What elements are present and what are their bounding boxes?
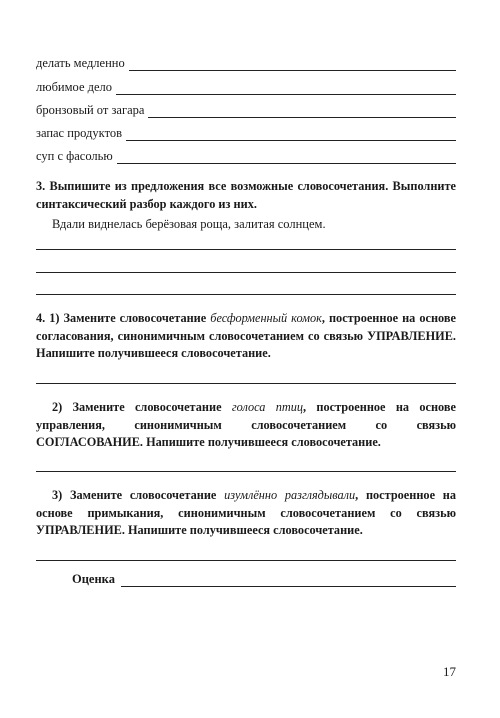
phrase-label: запас продуктов — [36, 126, 123, 140]
answer-line[interactable] — [126, 129, 456, 141]
task-text: , построенное на основе управления, синонимичным словосочетанием со связью СОГЛАСОВАНИЕ. Напишите получившееся словосочетание. — [36, 400, 456, 449]
fill-row — [36, 126, 456, 141]
fill-row — [36, 80, 456, 95]
fill-row — [36, 103, 456, 118]
task-3-sentence: Вдали виднелась берёзовая роща, залитая солнцем. — [52, 217, 326, 231]
answer-line[interactable] — [117, 152, 456, 164]
fill-row — [36, 56, 456, 71]
task-text: 2) Замените словосочетание — [52, 400, 232, 414]
grade-row — [72, 572, 456, 587]
answer-line[interactable] — [36, 560, 456, 561]
fill-row — [36, 149, 456, 164]
page-number: 17 — [443, 664, 456, 679]
answer-line[interactable] — [36, 272, 456, 273]
task-text: 3) Замените словосочетание — [52, 488, 225, 502]
phrase-label: суп с фасолью — [36, 149, 113, 163]
answer-line[interactable] — [36, 471, 456, 472]
task-4-part-2 — [36, 399, 456, 452]
answer-line[interactable] — [36, 249, 456, 250]
answer-line[interactable] — [129, 59, 456, 71]
task-text: , построенное на основе примыкания, синонимичным словосочетанием со связью УПРАВЛЕНИЕ. Напишите получившееся словосочетание. — [36, 488, 456, 537]
task-text: , построенное на основе согласования, синонимичным словосочетанием со связью УПРАВЛЕНИЕ. Напишите получившееся словосочетание. — [36, 311, 456, 360]
answer-line[interactable] — [36, 294, 456, 295]
grade-line[interactable] — [121, 575, 456, 587]
task-text: 4. 1) Замените словосочетание — [36, 311, 211, 325]
target-phrase: бесформенный комок — [210, 311, 322, 325]
phrase-label: делать медленно — [36, 56, 125, 70]
grade-label: Оценка — [72, 572, 115, 586]
task-4-part-3 — [36, 487, 456, 540]
phrase-label: бронзовый от загара — [36, 103, 145, 117]
task-3-instruction: 3. Выпишите из предложения все возможные словосочетания. Выполните синтаксический разбор каждого из них. — [36, 179, 456, 211]
phrase-label: любимое дело — [36, 80, 113, 94]
answer-line[interactable] — [36, 383, 456, 384]
target-phrase: голоса птиц — [231, 400, 304, 414]
answer-line[interactable] — [116, 83, 456, 95]
task-4-part-1 — [36, 310, 456, 363]
answer-line[interactable] — [148, 106, 456, 118]
target-phrase: изумлённо разглядывали — [224, 488, 356, 502]
